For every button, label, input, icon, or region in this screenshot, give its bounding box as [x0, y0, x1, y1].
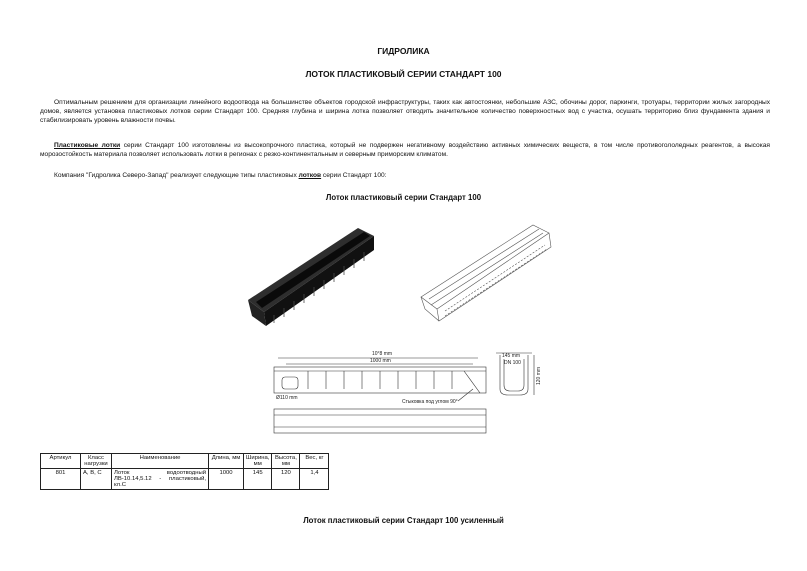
- dim-width: 145 mm: [502, 353, 521, 359]
- col-width: Ширина, мм: [244, 454, 272, 469]
- section-title-standard-100: Лоток пластиковый серии Стандарт 100: [325, 193, 482, 202]
- dim-total-length: 10°8 mm: [372, 351, 393, 357]
- intro-text-3a: Компания "Гидролика Северо-Запад" реализует следующие типы пластиковых: [54, 172, 299, 179]
- technical-drawing: [268, 345, 543, 445]
- plastic-trays-link[interactable]: Пластиковые лотки: [54, 142, 121, 149]
- intro-text-1: Оптимальным решением для организации линейного водоотвода на большинстве объектов городской инфраструктуры, таких как автостоянки, небольшие АЗС, обочины дорог, паркинги, тротуары, территории жилых загородных домов, является установка пластиковых лотков серии Стандарт 100. Средняя глубина и ширина лотка позволяет отводить значительное количество поверхностных вод с участка, осушать территорию близ фундамента здания и стабилизировать уровень влажности почвы.: [40, 99, 770, 125]
- cell-load-class: A, B, C: [81, 469, 112, 490]
- dim-chamfer: Стыковка под углом 90°: [402, 399, 458, 405]
- intro-text-3b: серии Стандарт 100:: [321, 172, 387, 179]
- cell-weight: 1,4: [300, 469, 329, 490]
- intro-paragraph-3: [40, 171, 770, 180]
- company-heading: ГИДРОЛИКА: [377, 46, 430, 56]
- cell-article: 801: [41, 469, 81, 490]
- side-view-ribs: [308, 371, 452, 389]
- dim-outlet: Ø110 mm: [276, 395, 298, 401]
- outlet-circle: [282, 377, 298, 389]
- col-weight: Вес, кг: [300, 454, 329, 469]
- intro-paragraph-1: [40, 98, 770, 126]
- cell-name: Лоток водоотводный ЛВ-10.14,5.12 - пластиковый, кл.С: [112, 469, 209, 490]
- dim-height: 120 mm: [536, 366, 542, 385]
- table-row: [41, 469, 329, 490]
- page-title: ЛОТОК ПЛАСТИКОВЫЙ СЕРИИ СТАНДАРТ 100: [305, 69, 502, 79]
- spec-table: [40, 453, 329, 490]
- col-name: Наименование: [112, 454, 209, 469]
- dim-dn: DN 100: [504, 360, 521, 366]
- trays-link[interactable]: лотков: [298, 172, 322, 179]
- cell-length: 1000: [209, 469, 244, 490]
- cell-width: 145: [244, 469, 272, 490]
- section-title-standard-100-reinforced: Лоток пластиковый серии Стандарт 100 усиленный: [303, 516, 504, 525]
- intro-paragraph-2: [40, 141, 770, 159]
- dim-inner-length: 1000 mm: [370, 358, 391, 364]
- product-photo: [240, 220, 390, 330]
- product-line-drawing: [415, 215, 560, 325]
- col-length: Длина, мм: [209, 454, 244, 469]
- cell-height: 120: [272, 469, 300, 490]
- col-load-class: Класс нагрузки: [81, 454, 112, 469]
- table-header-row: [41, 454, 329, 469]
- intro-text-2: серии Стандарт 100 изготовлены из высокопрочного пластика, который не подвержен негативному воздействию активных химических веществ, в том числе противогололедных реагентов, а высокая морозостойкость материала позволяет использовать лотки в регионах с резко-континентальным и северным приморским климатом.: [40, 142, 770, 159]
- col-height: Высота, мм: [272, 454, 300, 469]
- col-article: Артикул: [41, 454, 81, 469]
